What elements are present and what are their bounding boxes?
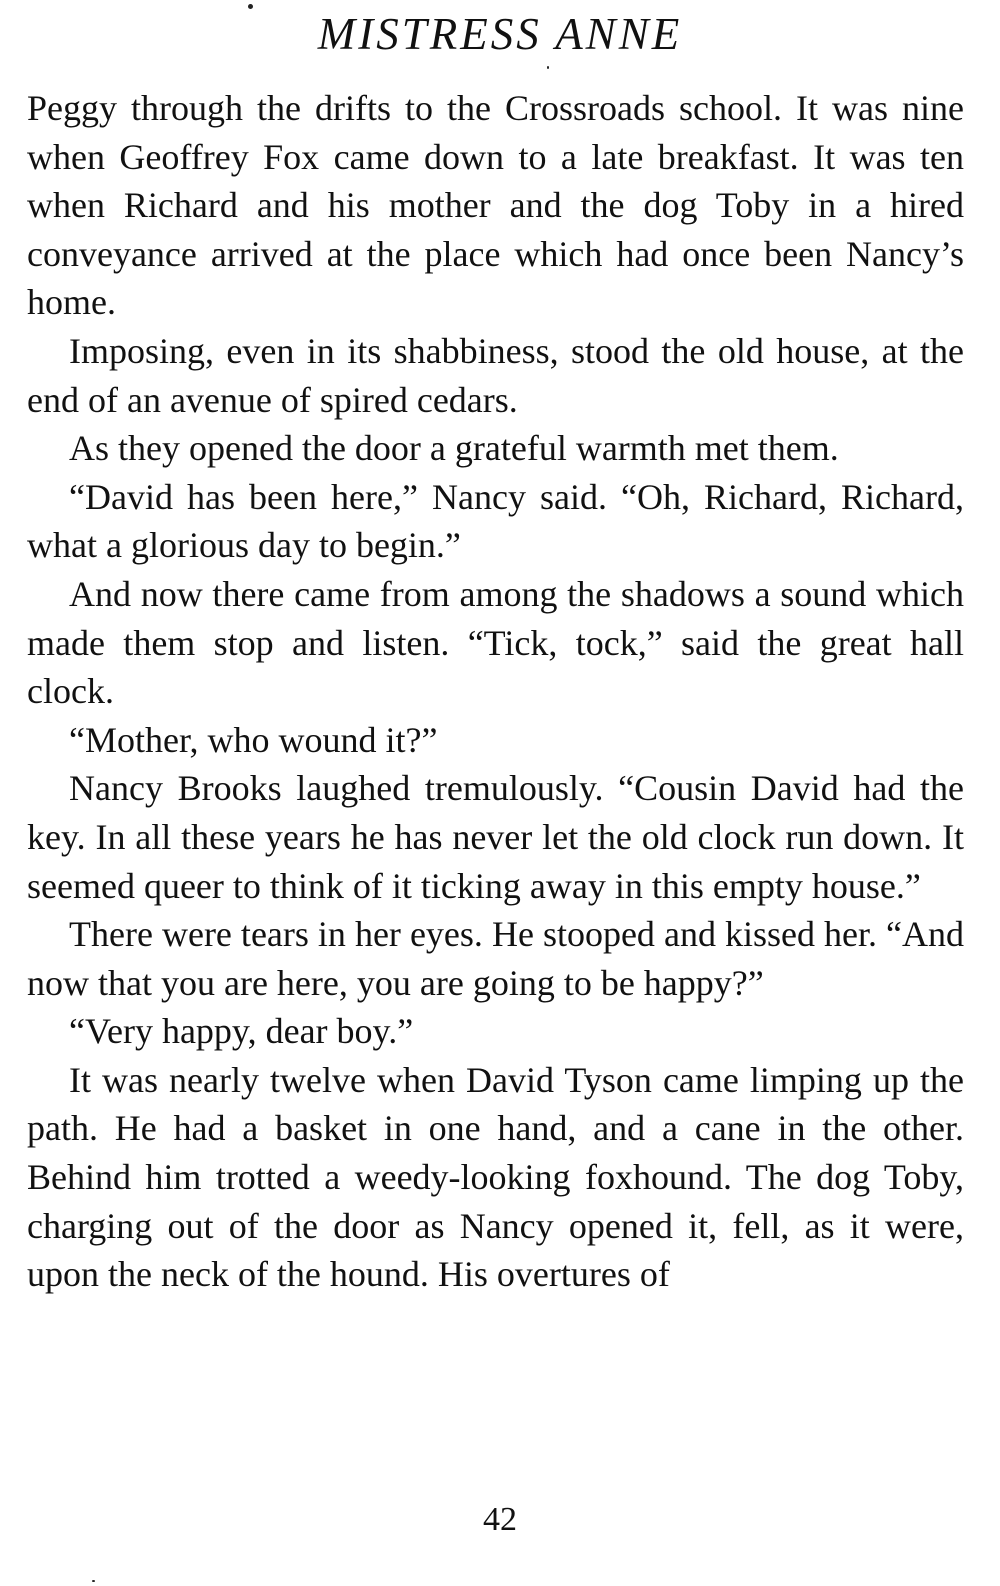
paragraph-8: There were tears in her eyes. He stooped and kissed her. “And now that you are here, you are going to be happy?” [27, 914, 964, 1003]
paragraph-10: It was nearly twelve when David Tyson came limping up the path. He had a basket in one hand, and a cane in the other. Behind him trotted a weedy-looking foxhound. The dog Toby, charging out of the door as Nancy opened it, fell, as it were, upon the neck of the hound. His overtures of [27, 1059, 964, 1295]
print-speck [547, 66, 549, 69]
print-speck [92, 1580, 95, 1582]
paragraph-5: And now there came from among the shadows a sound which made them stop and listen. “Tick, tock,” said the great hall clock. [27, 573, 964, 712]
paragraph-4: “David has been here,” Nancy said. “Oh, Richard, Richard, what a glorious day to begin.” [27, 476, 964, 566]
paragraph-6: “Mother, who wound it?” [69, 719, 438, 760]
paragraph-3: As they opened the door a grateful warmth met them. [69, 428, 839, 469]
paragraph-9: “Very happy, dear boy.” [69, 1011, 414, 1052]
body-text [27, 84, 964, 1299]
paragraph-7: Nancy Brooks laughed tremulously. “Cousin David had the key. In all these years he has never let the old clock run down. It seemed queer to think of it ticking away in this empty house.” [27, 768, 964, 906]
running-header-title: MISTRESS ANNE [317, 9, 683, 59]
paragraph-2: Imposing, even in its shabbiness, stood the old house, at the end of an avenue of spired cedars. [27, 330, 964, 420]
page-number: 42 [483, 1501, 517, 1538]
paragraph-1: Peggy through the drifts to the Crossroads school. It was nine when Geoffrey Fox came down to a late breakfast. It was ten when Richard and his mother and the dog Toby in a hired conveyance arrived at the place which had once been Nancy’s home. [27, 88, 964, 323]
